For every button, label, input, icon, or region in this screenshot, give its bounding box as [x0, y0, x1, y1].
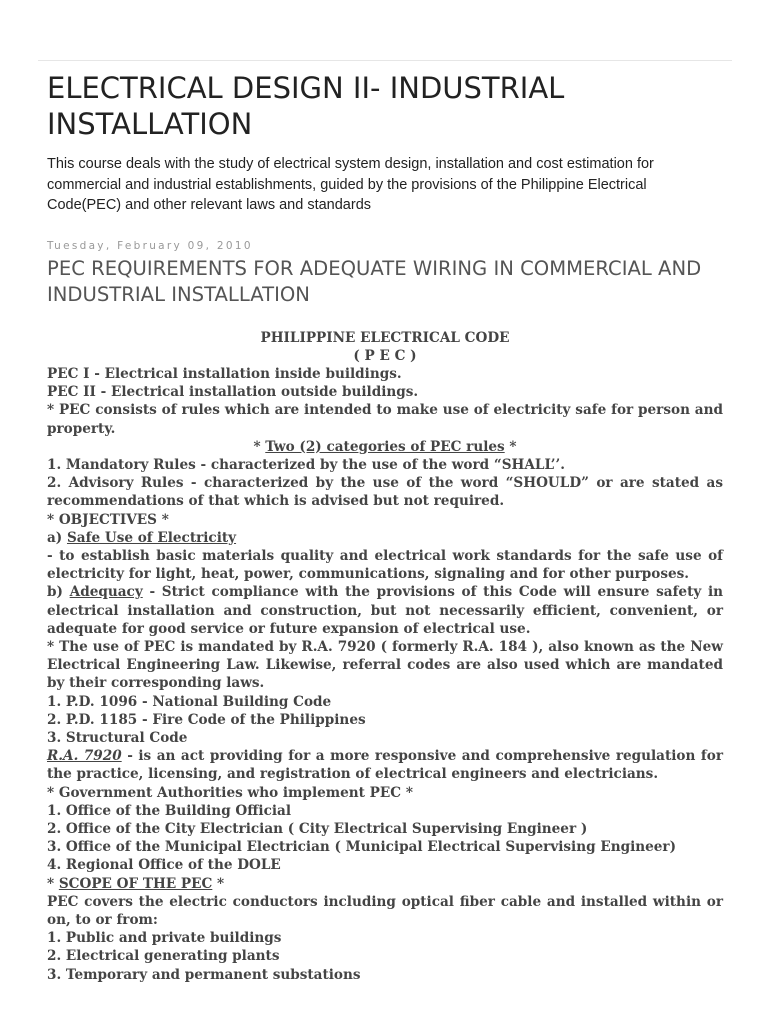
- objective-a-prefix: a): [47, 529, 67, 546]
- ra-7920-paragraph: [47, 747, 723, 783]
- gov-authority-1: 1. Office of the Building Official: [47, 802, 292, 819]
- pec-part-2: PEC II - Electrical installation outside buildings.: [47, 384, 419, 401]
- pec-part-1: PEC I - Electrical installation inside buildings.: [47, 365, 402, 382]
- objective-a-label: Safe Use of Electricity: [66, 529, 237, 546]
- categories-suffix: *: [504, 438, 517, 455]
- ra-7920-label: R.A. 7920: [47, 748, 122, 765]
- gov-authorities-heading: * Government Authorities who implement PEC *: [47, 784, 413, 801]
- categories-prefix: *: [253, 438, 266, 455]
- ra-7920-text: - is an act providing for a more responsive and comprehensive regulation for the practice, licensing, and registration of electrical engineers and electricians.: [47, 748, 723, 783]
- scope-item-1: 1. Public and private buildings: [47, 930, 282, 947]
- objective-b: [47, 583, 723, 638]
- objective-b-prefix: b): [47, 584, 70, 601]
- scope-item-3: 3. Temporary and permanent substations: [47, 966, 361, 983]
- post-body: [47, 329, 723, 984]
- code-abbreviation: ( P E C ): [353, 347, 417, 364]
- objective-a-text: - to establish basic materials quality and electrical work standards for the safe use of electricity for light, heat, power, communications, signaling and for other purposes.: [47, 547, 723, 583]
- header-divider: [38, 60, 732, 61]
- scope-suffix: *: [212, 875, 225, 892]
- scope-text: PEC covers the electric conductors including optical fiber cable and installed within or on, to or from:: [47, 893, 723, 928]
- gov-authority-3: 3. Office of the Municipal Electrician ( Municipal Electrical Supervising Engineer): [47, 839, 677, 856]
- advisory-rules: 2. Advisory Rules - characterized by the use of the word “SHOULD” or are stated as recommendations of that which is advised but not required.: [47, 475, 723, 510]
- scope-prefix: *: [47, 875, 59, 892]
- post-title[interactable]: PEC REQUIREMENTS FOR ADEQUATE WIRING IN COMMERCIAL AND INDUSTRIAL INSTALLATION: [47, 256, 702, 306]
- mandatory-rules: 1. Mandatory Rules - characterized by the use of the word “SHALL’’.: [47, 456, 565, 473]
- gov-authority-2: 2. Office of the City Electrician ( City Electrical Supervising Engineer ): [47, 820, 588, 837]
- scope-item-2: 2. Electrical generating plants: [47, 948, 280, 965]
- scope-label: SCOPE OF THE PEC: [58, 875, 213, 892]
- referral-code-3: 3. Structural Code: [47, 729, 188, 746]
- blog-title[interactable]: ELECTRICAL DESIGN II- INDUSTRIAL INSTALLATION: [47, 71, 565, 141]
- blog-page: [47, 70, 723, 984]
- scope-heading: [47, 875, 723, 893]
- objective-b-text: - Strict compliance with the provisions of this Code will ensure safety in electrical installation and construction, but not necessarily efficient, convenient, or adequate for good service or future expansion of electrical use.: [47, 584, 723, 637]
- post-date: Tuesday, February 09, 2010: [47, 239, 253, 252]
- objectives-heading: * OBJECTIVES *: [47, 511, 169, 528]
- referral-code-2: 2. P.D. 1185 - Fire Code of the Philippines: [47, 711, 366, 728]
- objective-b-label: Adequacy: [69, 584, 143, 601]
- categories-heading: [47, 438, 723, 456]
- categories-link: Two (2) categories of PEC rules: [265, 438, 505, 455]
- pec-rules-text: * PEC consists of rules which are intended to make use of electricity safe for person and property.: [47, 402, 723, 437]
- mandated-text: * The use of PEC is mandated by R.A. 7920 ( formerly R.A. 184 ), also known as the New Electrical Engineering Law. Likewise, referral codes are also used which are mandated by their corresponding laws.: [47, 638, 723, 692]
- objective-a-heading: [47, 529, 723, 547]
- gov-authority-4: 4. Regional Office of the DOLE: [47, 857, 281, 874]
- referral-code-1: 1. P.D. 1096 - National Building Code: [47, 693, 332, 710]
- code-title: PHILIPPINE ELECTRICAL CODE: [260, 329, 510, 346]
- blog-description: This course deals with the study of electrical system design, installation and cost estimation for commercial and industrial establishments, guided by the provisions of the Philippine Electrical Code(PEC) and other relevant laws and standards: [47, 156, 654, 213]
